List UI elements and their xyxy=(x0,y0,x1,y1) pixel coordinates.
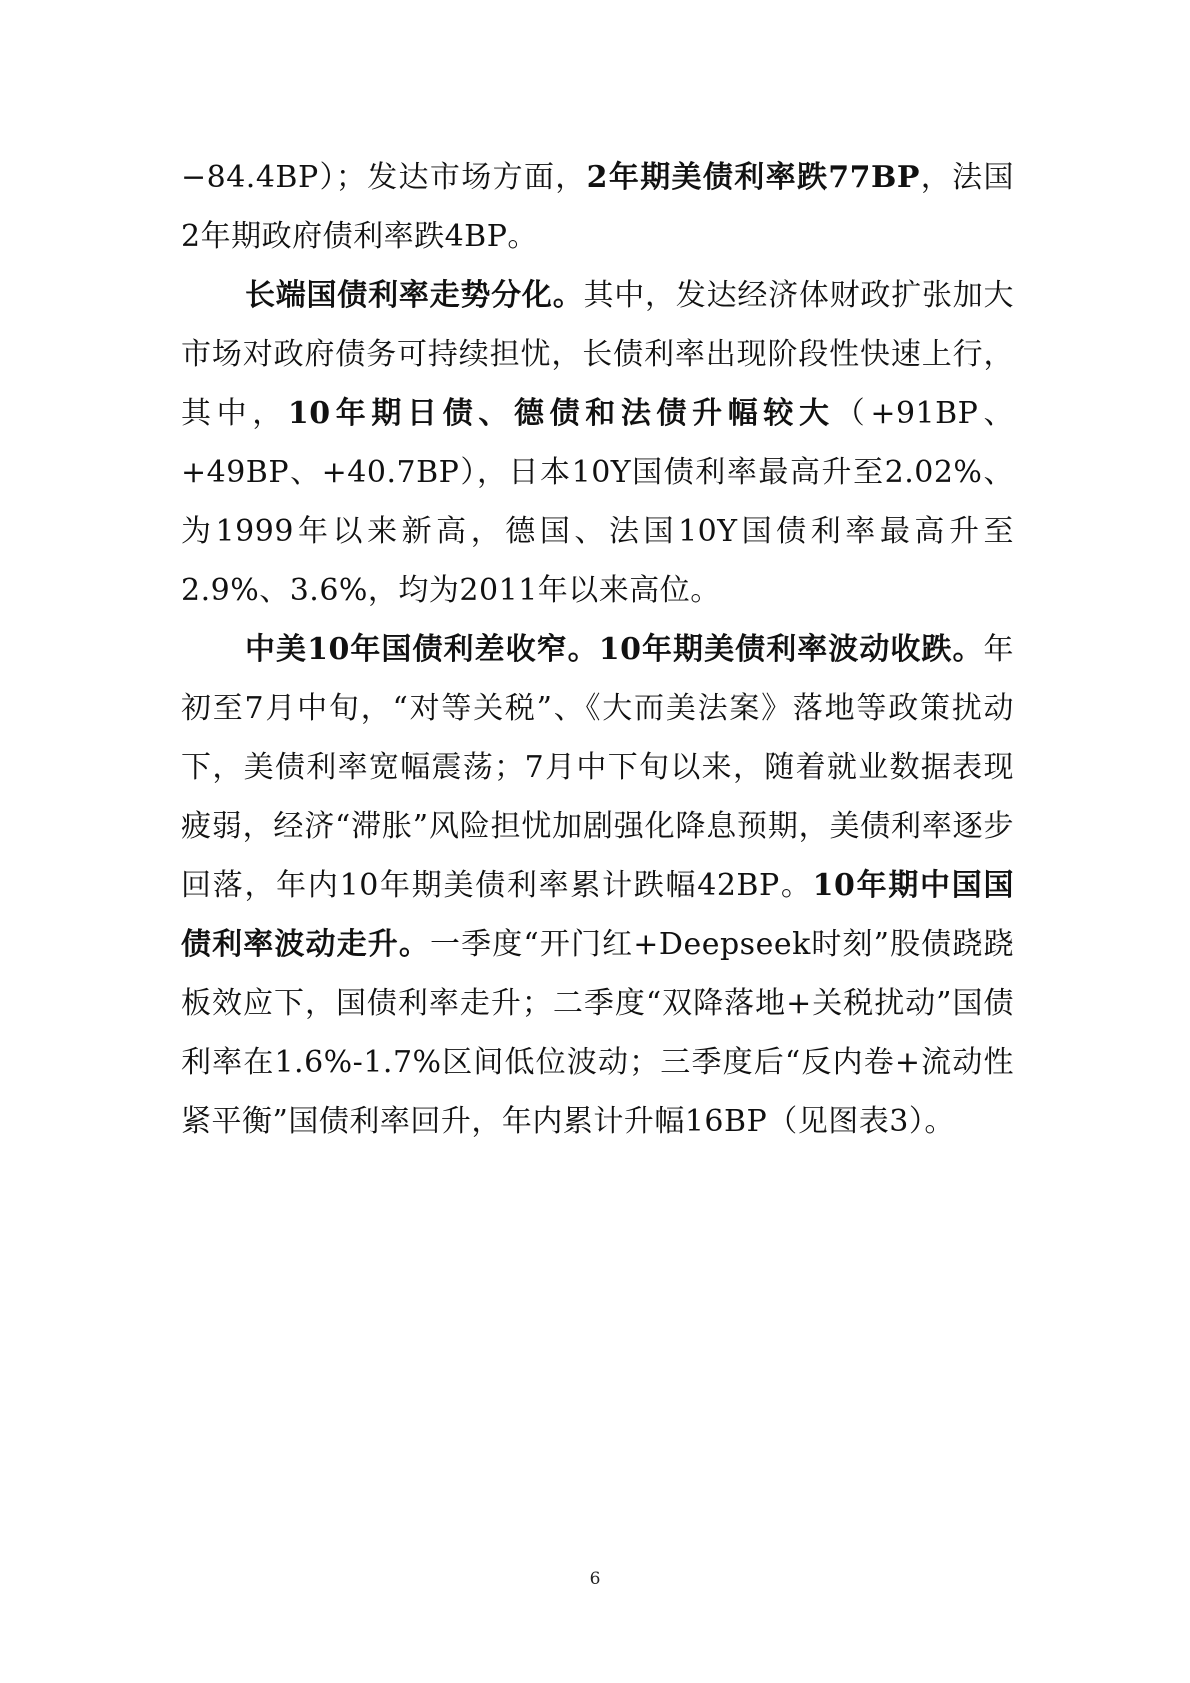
document-body xyxy=(181,148,1014,1151)
text-run-bold: 10年期日债、德债和法债升幅较大 xyxy=(287,396,835,431)
paragraph-china-us-spread xyxy=(181,620,1014,1151)
text-run: 其中，发达经济体财政扩张加大市场对政府债务可持续担忧，长债利率出现阶段性快速上行，其中， xyxy=(181,278,1015,431)
text-run: −84.4BP）；发达市场方面， xyxy=(181,160,587,195)
text-run-bold: 2年期美债利率跌77BP xyxy=(586,160,920,195)
text-run: 一季度“开门红+Deepseek时刻”股债跷跷板效应下，国债利率走升；二季度“双降落地+关税扰动”国债利率在1.6%-1.7%区间低位波动；三季度后“反内卷+流动性紧平衡”国债利率回升，年内累计升幅16BP（见图表3）。 xyxy=(181,927,1014,1139)
page-number: 6 xyxy=(589,1569,601,1589)
text-run-bold: 10年期中国国债利率波动走升。 xyxy=(181,868,1014,962)
text-run-bold: 长端国债利率走势分化。 xyxy=(245,278,584,313)
text-run: ，法国2年期政府债利率跌4BP。 xyxy=(181,160,1014,254)
text-run: 年初至7月中旬，“对等关税”、《大而美法案》落地等政策扰动下，美债利率宽幅震荡；7月中下旬以来，随着就业数据表现疲弱，经济“滞胀”风险担忧加剧强化降息预期，美债利率逐步回落，年内10年期美债利率累计跌幅42BP。 xyxy=(181,632,1014,903)
text-run: （+91BP、+49BP、+40.7BP），日本10Y国债利率最高升至2.02%、为1999年以来新高，德国、法国10Y国债利率最高升至2.9%、3.6%，均为2011年以来高位。 xyxy=(181,396,1014,608)
text-run-bold: 中美10年国债利差收窄。10年期美债利率波动收跌。 xyxy=(245,632,984,667)
paragraph-short-end-yields-cont xyxy=(181,148,1014,266)
paragraph-long-end-yields xyxy=(181,266,1014,620)
